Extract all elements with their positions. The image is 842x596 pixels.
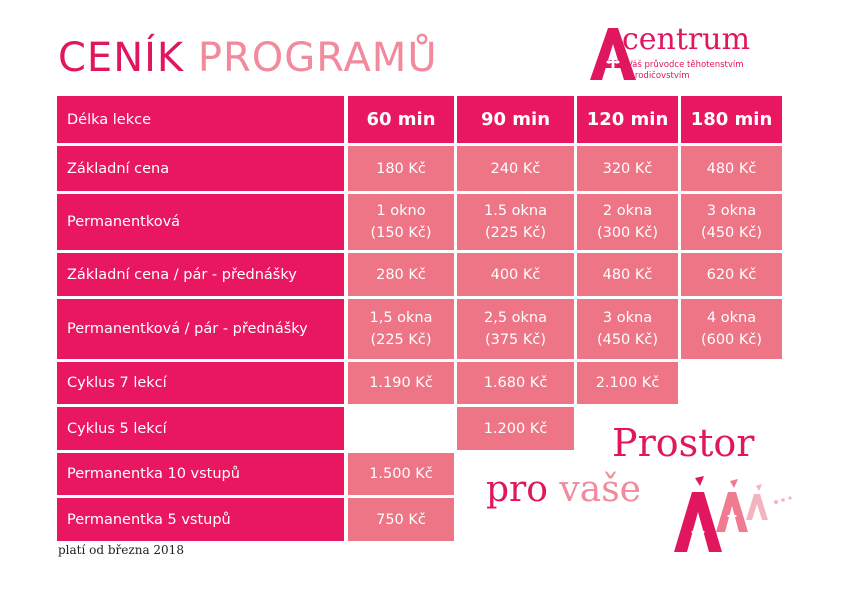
slogan-pro: pro [486,469,548,510]
price-cell [681,253,782,296]
title-part2: PROGRAMŮ [197,35,438,81]
price-cell [457,407,574,450]
price-text: (600 Kč) [700,332,763,348]
price-cell [457,194,574,250]
row-label: Cyklus 7 lekcí [57,362,344,404]
price-text: (225 Kč) [484,225,547,241]
price-cell [348,498,454,541]
price-text: 400 Kč [490,266,541,283]
price-text: 240 Kč [490,160,541,177]
row-label: Základní cena / pár - přednášky [57,253,344,296]
slogan-line2 [486,468,641,512]
logo-tagline-line1: Váš průvodce těhotenstvím [627,60,744,70]
price-cell [348,362,454,404]
price-cell [457,146,574,191]
logo-tagline [627,60,744,81]
decorative-letters-icon [664,462,804,562]
price-text: (450 Kč) [596,332,659,348]
logo-tagline-line2: a rodičovstvím [627,70,690,81]
price-cell [348,253,454,296]
price-text: 750 Kč [376,511,426,528]
price-cell [681,194,782,250]
price-text: 2,5 okna [483,310,547,326]
header-col-2: 90 min [457,96,574,143]
slogan-vase: vaše [559,469,641,510]
price-text: (150 Kč) [370,225,432,241]
price-cell [681,299,782,359]
price-text: 620 Kč [706,266,757,283]
row-label: Permanentková / pár - přednášky [57,299,344,359]
price-text: 3 okna [706,203,757,219]
price-text: 320 Kč [602,160,653,177]
price-text: 280 Kč [376,266,426,283]
price-cell [348,146,454,191]
header-col-4: 180 min [681,96,782,143]
price-text: 3 okna [602,310,653,326]
price-text: 180 Kč [376,160,426,177]
row-label: Cyklus 5 lekcí [57,407,344,450]
price-cell [577,299,678,359]
price-text: 1,5 okna [369,310,433,326]
price-text: (300 Kč) [596,225,659,241]
page-title [58,34,438,82]
price-text: 4 okna [706,310,757,326]
price-cell [577,194,678,250]
price-text: (225 Kč) [370,332,432,348]
price-cell [457,299,574,359]
validity-note: platí od března 2018 [58,543,184,557]
price-text: 1.680 Kč [483,375,548,391]
title-part1: CENÍK [58,35,185,81]
row-label: Permanentková [57,194,344,250]
price-text: 1.5 okna [483,203,547,219]
price-text: 1.500 Kč [369,466,433,482]
header-col-3: 120 min [577,96,678,143]
price-text: 2.100 Kč [595,375,660,391]
price-cell [348,194,454,250]
row-label: Základní cena [57,146,344,191]
price-cell [681,146,782,191]
logo-wordmark: centrum [622,22,751,57]
header-col-1: 60 min [348,96,454,143]
price-text: (450 Kč) [700,225,763,241]
price-text: 480 Kč [706,160,757,177]
price-cell [577,146,678,191]
price-cell [348,299,454,359]
row-label: Permanentka 10 vstupů [57,453,344,495]
price-cell [457,253,574,296]
price-text: 1.190 Kč [369,375,433,391]
price-cell [577,253,678,296]
price-cell [348,453,454,495]
price-cell [577,362,678,404]
price-text: 2 okna [602,203,653,219]
slogan-line1: Prostor [612,421,755,465]
price-cell [457,362,574,404]
price-text: 1.200 Kč [483,420,548,437]
row-label: Permanentka 5 vstupů [57,498,344,541]
header-label: Délka lekce [57,96,344,143]
price-text: 480 Kč [602,266,653,283]
price-text: (375 Kč) [484,332,547,348]
price-text: 1 okno [376,203,426,219]
